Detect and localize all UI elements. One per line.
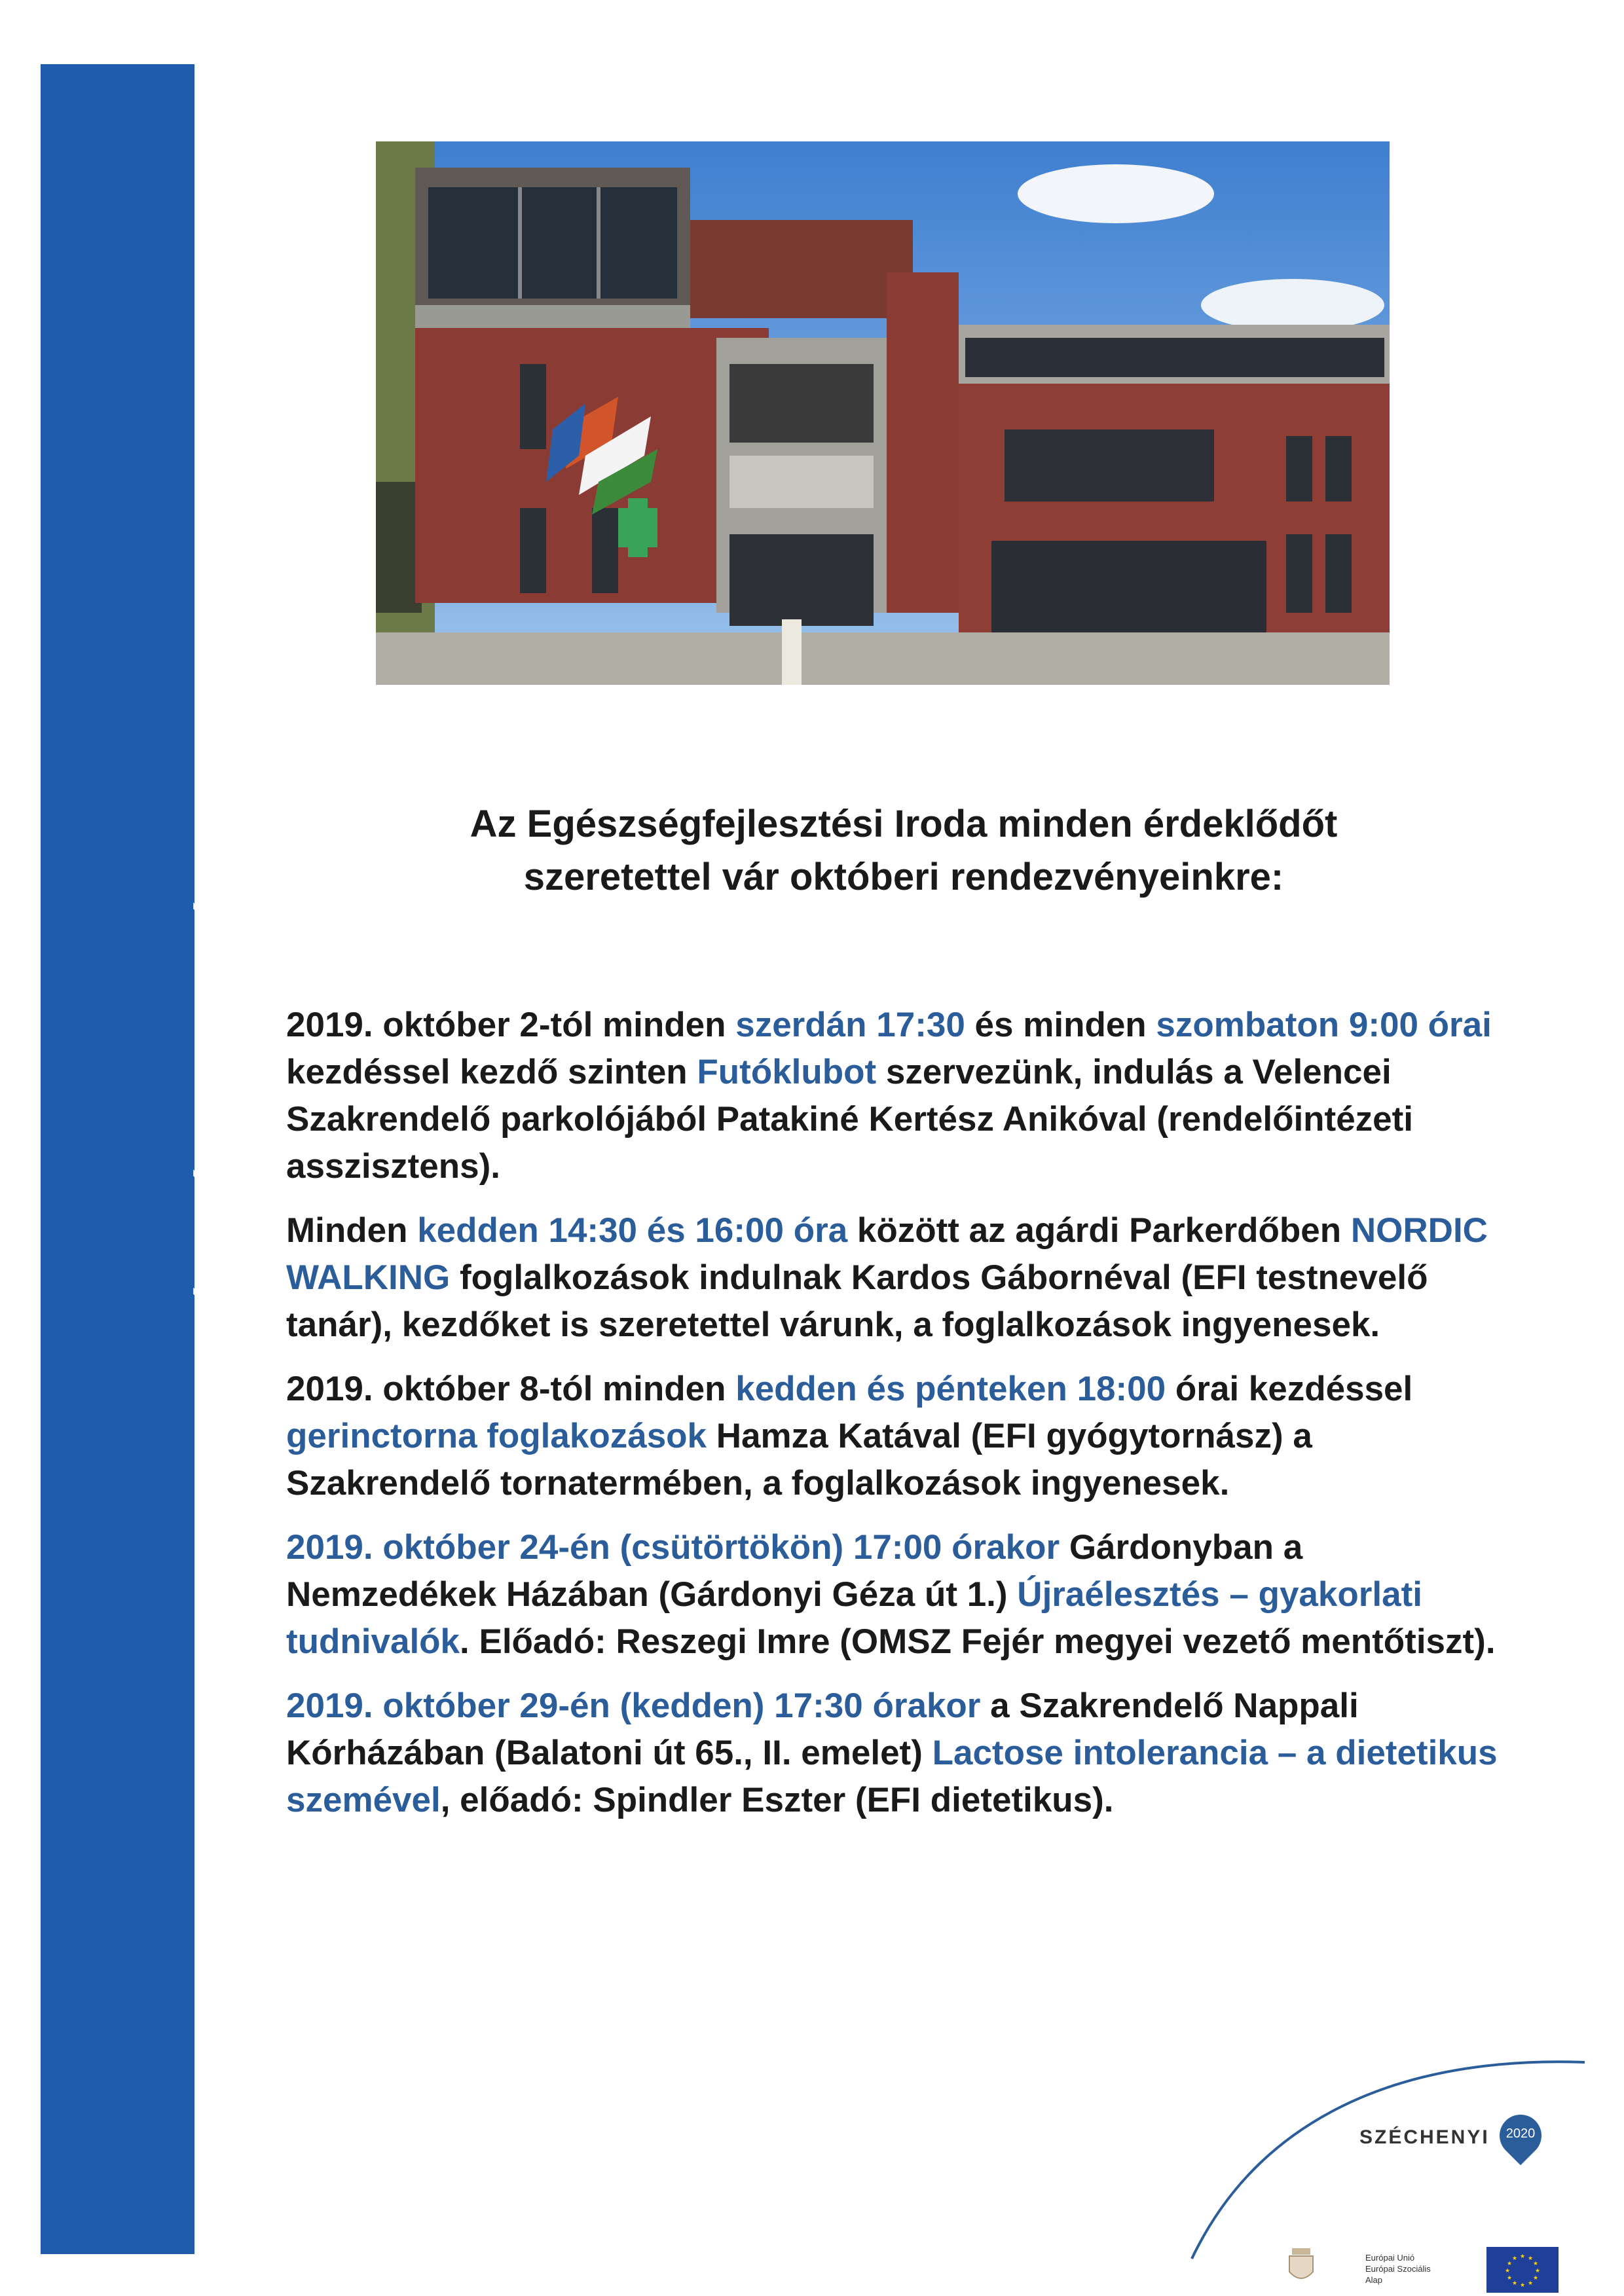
event-item bbox=[286, 1683, 1517, 1824]
event-segment: és minden bbox=[965, 1006, 1156, 1044]
svg-text:★: ★ bbox=[1527, 2255, 1534, 2262]
event-text bbox=[286, 1002, 1517, 1190]
svg-text:★: ★ bbox=[1504, 2268, 1511, 2274]
event-segment: kezdéssel kezdő szinten bbox=[286, 1053, 697, 1091]
event-segment: 2019. október 8-tól minden bbox=[286, 1370, 736, 1408]
event-segment: 2019. október 2-tól minden bbox=[286, 1006, 736, 1044]
svg-text:★: ★ bbox=[1534, 2268, 1541, 2274]
heading-line-2: szeretettel vár októberi rendezvényeinkre: bbox=[523, 856, 1284, 899]
svg-text:★: ★ bbox=[1506, 2261, 1513, 2267]
event-text bbox=[286, 1524, 1517, 1666]
svg-text:★: ★ bbox=[1506, 2275, 1513, 2282]
event-highlight: NORDIC WALKING bbox=[286, 1211, 1488, 1297]
event-highlight: kedden 14:30 és 16:00 óra bbox=[417, 1211, 848, 1250]
eu-line-2: Európai Szociális bbox=[1365, 2264, 1431, 2274]
svg-text:★: ★ bbox=[1532, 2275, 1539, 2282]
event-list bbox=[286, 1002, 1517, 1841]
event-highlight: gerinctorna foglakozások bbox=[286, 1417, 707, 1455]
svg-text:★: ★ bbox=[1519, 2253, 1526, 2260]
coat-of-arms-icon bbox=[1287, 2246, 1316, 2285]
eu-fund-text bbox=[1365, 2252, 1431, 2286]
event-segment: órai kezdéssel bbox=[1166, 1370, 1413, 1408]
event-highlight: 2019. október 24-én (csütörtökön) 17:00 órakor bbox=[286, 1528, 1060, 1567]
event-segment: , előadó: Spindler Eszter (EFI dietetikus). bbox=[440, 1781, 1114, 1819]
event-highlight: szombaton 9:00 órai bbox=[1156, 1006, 1492, 1044]
event-highlight: kedden és pénteken 18:00 bbox=[735, 1370, 1166, 1408]
eu-line-1: Európai Unió bbox=[1365, 2253, 1415, 2263]
svg-text:★: ★ bbox=[1532, 2261, 1539, 2267]
svg-text:★: ★ bbox=[1511, 2280, 1518, 2287]
eu-flag-icon bbox=[1486, 2247, 1559, 2293]
event-segment: a Szakrendelő Nappali Kórházában (Balatoni út 65., II. emelet) bbox=[286, 1686, 1359, 1772]
event-segment: között az agárdi Parkerdőben bbox=[847, 1211, 1351, 1250]
svg-text:★: ★ bbox=[1511, 2255, 1518, 2262]
event-text bbox=[286, 1366, 1517, 1507]
event-item bbox=[286, 1366, 1517, 1507]
event-item bbox=[286, 1524, 1517, 1666]
sidebar-banner bbox=[41, 64, 293, 2254]
event-highlight: Lactose intolerancia – a dietetikus szemével bbox=[286, 1734, 1498, 1819]
event-highlight: Futóklubot bbox=[697, 1053, 877, 1091]
szechenyi-year: 2020 bbox=[1505, 2126, 1536, 2141]
heading-line-1: Az Egészségfejlesztési Iroda minden érdeklődőt bbox=[470, 803, 1338, 845]
svg-text:★: ★ bbox=[1519, 2282, 1526, 2289]
svg-text:★: ★ bbox=[1527, 2280, 1534, 2287]
szechenyi-logo-text: SZÉCHENYI bbox=[1359, 2126, 1490, 2148]
page-heading bbox=[275, 797, 1532, 903]
sidebar-contact: Velence, Balatoni út 65. Tel: 22/589-515 bbox=[254, 831, 293, 1487]
building-photo bbox=[376, 141, 1390, 685]
sidebar-title: Velencei Egészségfejlesztési Iroda bbox=[187, 691, 242, 1628]
event-segment: Hamza Katával (EFI gyógytornász) a Szakrendelő tornatermében, a foglalkozások ingyenesek. bbox=[286, 1417, 1312, 1503]
event-highlight: szerdán 17:30 bbox=[735, 1006, 965, 1044]
event-segment: szervezünk, indulás a Velencei Szakrendelő parkolójából Patakiné Kertész Anikóval (rendelőintézeti asszisztens). bbox=[286, 1053, 1414, 1186]
event-item bbox=[286, 1002, 1517, 1190]
event-text bbox=[286, 1683, 1517, 1824]
eu-line-3: Alap bbox=[1365, 2275, 1383, 2285]
event-highlight: 2019. október 29-én (kedden) 17:30 órakor bbox=[286, 1686, 981, 1725]
event-highlight: Újraélesztés – gyakorlati tudnivalók bbox=[286, 1575, 1422, 1661]
event-text bbox=[286, 1207, 1517, 1349]
event-segment: Minden bbox=[286, 1211, 418, 1250]
event-segment: foglalkozások indulnak Kardos Gábornéval (EFI testnevelő tanár), kezdőket is szeretettel várunk, a foglalkozások ingyenesek. bbox=[286, 1258, 1428, 1344]
event-segment: . Előadó: Reszegi Imre (OMSZ Fejér megyei vezető mentőtiszt). bbox=[460, 1622, 1496, 1661]
event-segment: Gárdonyban a Nemzedékek Házában (Gárdonyi Géza út 1.) bbox=[286, 1528, 1303, 1614]
sidebar-text bbox=[0, 276, 295, 2043]
szechenyi-arc bbox=[1179, 2043, 1598, 2265]
event-item bbox=[286, 1207, 1517, 1349]
